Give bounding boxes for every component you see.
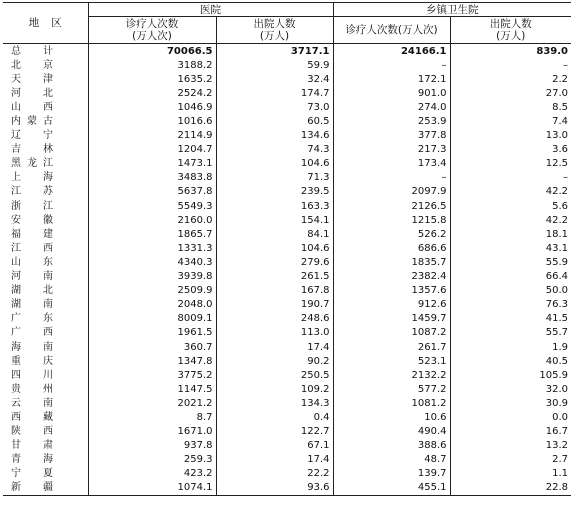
region-name-cell bbox=[3, 382, 88, 396]
township-discharge-cell: 18.1 bbox=[545, 228, 568, 240]
hospital-discharge-cell: 250.5 bbox=[216, 368, 333, 382]
region-name: 辽宁 bbox=[11, 130, 53, 142]
township-visits-cell: 1835.7 bbox=[333, 255, 450, 269]
township-visits-cell: 490.4 bbox=[333, 425, 450, 439]
region-name: 西藏 bbox=[11, 411, 53, 423]
township-discharge-cell: 27.0 bbox=[545, 87, 568, 99]
region-name-cell bbox=[3, 114, 88, 128]
hospital-discharge-cell: 261.5 bbox=[216, 270, 333, 284]
region-column-header: 地区 bbox=[3, 3, 88, 44]
table-row bbox=[3, 143, 571, 157]
region-name-cell bbox=[3, 227, 88, 241]
region-name: 新疆 bbox=[11, 482, 53, 494]
hospital-discharge-cell: 167.8 bbox=[216, 284, 333, 298]
region-name-cell bbox=[3, 213, 88, 227]
township-discharge-header-line2: (万人) bbox=[496, 30, 526, 42]
table-row bbox=[3, 86, 571, 100]
region-name-cell bbox=[3, 255, 88, 269]
hospital-discharge-cell: 104.6 bbox=[216, 157, 333, 171]
hospital-visits-cell: 360.7 bbox=[88, 340, 216, 354]
table-row bbox=[3, 340, 571, 354]
region-name: 山西 bbox=[11, 101, 53, 113]
hospital-discharge-cell: 134.6 bbox=[216, 129, 333, 143]
region-name-cell bbox=[3, 425, 88, 439]
township-visits-cell: 10.6 bbox=[333, 410, 450, 424]
table-row bbox=[3, 213, 571, 227]
region-name-cell bbox=[3, 340, 88, 354]
region-name-cell bbox=[3, 284, 88, 298]
township-visits-cell: 173.4 bbox=[333, 157, 450, 171]
hospital-discharge-cell: 71.3 bbox=[216, 171, 333, 185]
region-name: 北京 bbox=[11, 59, 53, 71]
region-name-cell bbox=[3, 453, 88, 467]
hospital-visits-cell: 259.3 bbox=[88, 453, 216, 467]
township-visits-cell: 2382.4 bbox=[333, 270, 450, 284]
region-name-cell bbox=[3, 44, 88, 59]
table-row bbox=[3, 425, 571, 439]
table-row bbox=[3, 368, 571, 382]
region-name-cell bbox=[3, 368, 88, 382]
hospital-visits-cell: 70066.5 bbox=[88, 44, 216, 59]
township-visits-cell: 261.7 bbox=[333, 340, 450, 354]
township-discharge-cell: 7.4 bbox=[552, 116, 568, 128]
region-name: 四川 bbox=[11, 369, 53, 381]
township-visits-cell: 48.7 bbox=[333, 453, 450, 467]
township-visits-cell: 1459.7 bbox=[333, 312, 450, 326]
table-row bbox=[3, 439, 571, 453]
township-clinic-group-header: 乡镇卫生院 bbox=[333, 3, 571, 17]
region-name: 吉林 bbox=[11, 144, 53, 156]
region-name-cell bbox=[3, 241, 88, 255]
hospital-visits-header-line1: 诊疗人次数 bbox=[125, 18, 179, 30]
hospital-discharge-cell: 84.1 bbox=[216, 227, 333, 241]
hospital-discharge-cell: 0.4 bbox=[216, 410, 333, 424]
region-name: 江苏 bbox=[11, 186, 53, 198]
township-discharge-cell: 8.5 bbox=[552, 101, 568, 113]
region-name: 广西 bbox=[11, 327, 53, 339]
hospital-discharge-cell: 67.1 bbox=[216, 439, 333, 453]
hospital-discharge-cell: 113.0 bbox=[216, 326, 333, 340]
hospital-visits-cell: 1347.8 bbox=[88, 354, 216, 368]
table-row bbox=[3, 312, 571, 326]
hospital-visits-cell: 3188.2 bbox=[88, 58, 216, 72]
township-discharge-cell: 105.9 bbox=[539, 369, 568, 381]
hospital-visits-cell: 3775.2 bbox=[88, 368, 216, 382]
region-name-cell bbox=[3, 72, 88, 86]
township-visits-cell: 577.2 bbox=[333, 382, 450, 396]
region-name-cell bbox=[3, 410, 88, 424]
hospital-discharge-cell: 239.5 bbox=[216, 185, 333, 199]
hospital-discharge-cell: 279.6 bbox=[216, 255, 333, 269]
hospital-visits-cell: 8009.1 bbox=[88, 312, 216, 326]
table-row bbox=[3, 227, 571, 241]
hospital-discharge-cell: 174.7 bbox=[216, 86, 333, 100]
township-discharge-cell: 66.4 bbox=[545, 271, 568, 283]
township-discharge-cell: 42.2 bbox=[545, 214, 568, 226]
statistics-document bbox=[3, 2, 571, 496]
township-visits-cell: 2132.2 bbox=[333, 368, 450, 382]
township-visits-cell: – bbox=[333, 171, 450, 185]
hospital-visits-cell: 2524.2 bbox=[88, 86, 216, 100]
township-visits-cell: 1357.6 bbox=[333, 284, 450, 298]
hospital-visits-cell: 1147.5 bbox=[88, 382, 216, 396]
township-visits-cell: 172.1 bbox=[333, 72, 450, 86]
hospital-visits-cell: 2114.9 bbox=[88, 129, 216, 143]
region-name: 广东 bbox=[11, 313, 53, 325]
region-name-cell bbox=[3, 100, 88, 114]
region-name: 湖北 bbox=[11, 285, 53, 297]
region-name: 浙江 bbox=[11, 200, 53, 212]
township-visits-cell: 274.0 bbox=[333, 100, 450, 114]
hospital-discharge-cell: 59.9 bbox=[216, 58, 333, 72]
hospital-discharge-header-line2: (万人) bbox=[259, 30, 290, 42]
township-visits-cell: 253.9 bbox=[333, 114, 450, 128]
hospital-visits-header-line2: (万人次) bbox=[132, 30, 172, 42]
region-name: 重庆 bbox=[11, 355, 53, 367]
region-name: 安徽 bbox=[11, 214, 53, 226]
table-body bbox=[3, 44, 571, 496]
hospital-visits-cell: 1046.9 bbox=[88, 100, 216, 114]
township-discharge-cell: 55.7 bbox=[545, 327, 568, 339]
table-row bbox=[3, 453, 571, 467]
table-row bbox=[3, 72, 571, 86]
township-discharge-cell: 16.7 bbox=[545, 426, 568, 438]
region-name-cell bbox=[3, 467, 88, 481]
region-name: 海南 bbox=[11, 341, 53, 353]
region-name: 河南 bbox=[11, 271, 53, 283]
township-visits-cell: 2097.9 bbox=[333, 185, 450, 199]
township-visits-cell: 686.6 bbox=[333, 241, 450, 255]
township-discharge-cell: 42.2 bbox=[545, 186, 568, 198]
township-visits-cell: 377.8 bbox=[333, 129, 450, 143]
hospital-discharge-cell: 154.1 bbox=[216, 213, 333, 227]
hospital-discharge-cell: 134.3 bbox=[216, 396, 333, 410]
region-name-cell bbox=[3, 129, 88, 143]
township-discharge-cell: 13.0 bbox=[545, 130, 568, 142]
table-row bbox=[3, 382, 571, 396]
region-name-cell bbox=[3, 143, 88, 157]
region-name-cell bbox=[3, 58, 88, 72]
region-name-cell bbox=[3, 326, 88, 340]
township-discharge-cell: – bbox=[563, 59, 568, 71]
hospital-visits-cell: 3939.8 bbox=[88, 270, 216, 284]
region-name: 黑龙江 bbox=[11, 158, 53, 170]
township-visits-cell: 217.3 bbox=[333, 143, 450, 157]
township-discharge-header bbox=[450, 17, 571, 44]
table-row bbox=[3, 298, 571, 312]
hospital-discharge-cell: 104.6 bbox=[216, 241, 333, 255]
township-visits-cell: 1081.2 bbox=[333, 396, 450, 410]
region-name: 山东 bbox=[11, 256, 53, 268]
township-discharge-cell: 22.8 bbox=[450, 481, 571, 496]
region-name-cell bbox=[3, 439, 88, 453]
region-name-cell bbox=[3, 481, 88, 496]
hospital-discharge-header-line1: 出院人数 bbox=[253, 18, 296, 30]
township-discharge-cell: 43.1 bbox=[545, 242, 568, 254]
hospital-statistics-table bbox=[3, 2, 571, 496]
table-row bbox=[3, 284, 571, 298]
hospital-visits-cell: 1331.3 bbox=[88, 241, 216, 255]
hospital-discharge-cell: 190.7 bbox=[216, 298, 333, 312]
hospital-visits-cell: 3483.8 bbox=[88, 171, 216, 185]
region-name: 上海 bbox=[11, 172, 53, 184]
region-name-cell bbox=[3, 199, 88, 213]
township-discharge-cell: 41.5 bbox=[545, 313, 568, 325]
hospital-visits-cell: 2048.0 bbox=[88, 298, 216, 312]
township-visits-cell: 455.1 bbox=[333, 481, 450, 496]
region-name-cell bbox=[3, 171, 88, 185]
hospital-visits-cell: 1671.0 bbox=[88, 425, 216, 439]
hospital-group-header: 医院 bbox=[88, 3, 333, 17]
township-discharge-cell: – bbox=[563, 172, 568, 184]
hospital-discharge-cell: 163.3 bbox=[216, 199, 333, 213]
table-row bbox=[3, 467, 571, 481]
region-name: 江西 bbox=[11, 242, 53, 254]
hospital-visits-header bbox=[88, 17, 216, 44]
region-name: 云南 bbox=[11, 397, 53, 409]
table-row bbox=[3, 326, 571, 340]
township-visits-cell: 1215.8 bbox=[333, 213, 450, 227]
table-row bbox=[3, 129, 571, 143]
region-name: 陕西 bbox=[11, 426, 53, 438]
hospital-discharge-cell: 17.4 bbox=[216, 340, 333, 354]
region-name-cell bbox=[3, 396, 88, 410]
hospital-visits-cell: 1961.5 bbox=[88, 326, 216, 340]
township-visits-cell: 139.7 bbox=[333, 467, 450, 481]
region-name: 青海 bbox=[11, 454, 53, 466]
township-discharge-cell: 839.0 bbox=[536, 45, 568, 57]
table-row bbox=[3, 481, 571, 496]
table-row bbox=[3, 157, 571, 171]
township-discharge-cell: 40.5 bbox=[545, 355, 568, 367]
hospital-discharge-cell: 90.2 bbox=[216, 354, 333, 368]
township-discharge-cell: 50.0 bbox=[545, 285, 568, 297]
region-name: 福建 bbox=[11, 228, 53, 240]
table-header bbox=[3, 3, 571, 44]
table-row bbox=[3, 114, 571, 128]
table-row bbox=[3, 171, 571, 185]
table-row bbox=[3, 58, 571, 72]
township-visits-cell: 901.0 bbox=[333, 86, 450, 100]
township-discharge-cell: 76.3 bbox=[545, 299, 568, 311]
region-name: 河北 bbox=[11, 87, 53, 99]
township-discharge-cell: 2.7 bbox=[552, 454, 568, 466]
hospital-visits-cell: 1204.7 bbox=[88, 143, 216, 157]
hospital-discharge-cell: 17.4 bbox=[216, 453, 333, 467]
region-name-cell bbox=[3, 298, 88, 312]
region-name-cell bbox=[3, 312, 88, 326]
township-discharge-cell: 13.2 bbox=[545, 440, 568, 452]
hospital-discharge-cell: 74.3 bbox=[216, 143, 333, 157]
region-name-cell bbox=[3, 354, 88, 368]
hospital-visits-cell: 2509.9 bbox=[88, 284, 216, 298]
township-discharge-cell: 30.9 bbox=[545, 397, 568, 409]
township-visits-cell: 1087.2 bbox=[333, 326, 450, 340]
table-row bbox=[3, 100, 571, 114]
hospital-visits-cell: 2160.0 bbox=[88, 213, 216, 227]
hospital-discharge-cell: 73.0 bbox=[216, 100, 333, 114]
region-name: 宁夏 bbox=[11, 468, 53, 480]
table-row bbox=[3, 44, 571, 59]
township-discharge-cell: 5.6 bbox=[552, 200, 568, 212]
township-discharge-cell: 12.5 bbox=[545, 158, 568, 170]
hospital-visits-cell: 1074.1 bbox=[88, 481, 216, 496]
hospital-visits-cell: 1473.1 bbox=[88, 157, 216, 171]
hospital-discharge-cell: 3717.1 bbox=[216, 44, 333, 59]
table-row bbox=[3, 241, 571, 255]
hospital-discharge-cell: 122.7 bbox=[216, 425, 333, 439]
table-row bbox=[3, 410, 571, 424]
hospital-discharge-cell: 109.2 bbox=[216, 382, 333, 396]
region-name-cell bbox=[3, 185, 88, 199]
township-visits-header: 诊疗人次数(万人次) bbox=[333, 17, 450, 44]
hospital-discharge-cell: 248.6 bbox=[216, 312, 333, 326]
hospital-visits-cell: 1635.2 bbox=[88, 72, 216, 86]
township-visits-cell: 523.1 bbox=[333, 354, 450, 368]
township-visits-cell: 526.2 bbox=[333, 227, 450, 241]
table-row bbox=[3, 255, 571, 269]
hospital-visits-cell: 1016.6 bbox=[88, 114, 216, 128]
township-visits-cell: 388.6 bbox=[333, 439, 450, 453]
hospital-visits-cell: 5549.3 bbox=[88, 199, 216, 213]
table-row bbox=[3, 270, 571, 284]
region-name: 湖南 bbox=[11, 299, 53, 311]
table-row bbox=[3, 199, 571, 213]
region-name: 天津 bbox=[11, 73, 53, 85]
hospital-discharge-cell: 93.6 bbox=[216, 481, 333, 496]
township-discharge-cell: 2.2 bbox=[552, 73, 568, 85]
township-discharge-cell: 32.0 bbox=[545, 383, 568, 395]
hospital-discharge-cell: 60.5 bbox=[216, 114, 333, 128]
hospital-visits-cell: 5637.8 bbox=[88, 185, 216, 199]
township-visits-cell: 2126.5 bbox=[333, 199, 450, 213]
table-row bbox=[3, 396, 571, 410]
township-discharge-cell: 1.9 bbox=[552, 341, 568, 353]
township-discharge-cell: 55.9 bbox=[545, 256, 568, 268]
region-name-cell bbox=[3, 157, 88, 171]
township-discharge-cell: 0.0 bbox=[552, 411, 568, 423]
hospital-visits-cell: 1865.7 bbox=[88, 227, 216, 241]
township-discharge-cell: 3.6 bbox=[552, 144, 568, 156]
table-row bbox=[3, 185, 571, 199]
hospital-visits-cell: 4340.3 bbox=[88, 255, 216, 269]
region-name: 内蒙古 bbox=[11, 116, 53, 128]
township-discharge-cell: 1.1 bbox=[552, 468, 568, 480]
table-row bbox=[3, 354, 571, 368]
region-name-cell bbox=[3, 86, 88, 100]
hospital-discharge-cell: 32.4 bbox=[216, 72, 333, 86]
township-visits-cell: 912.6 bbox=[333, 298, 450, 312]
region-name: 甘肃 bbox=[11, 440, 53, 452]
region-name: 总计 bbox=[11, 45, 53, 57]
hospital-visits-cell: 8.7 bbox=[88, 410, 216, 424]
hospital-discharge-cell: 22.2 bbox=[216, 467, 333, 481]
township-discharge-header-line1: 出院人数 bbox=[489, 18, 532, 30]
region-name: 贵州 bbox=[11, 383, 53, 395]
hospital-discharge-header bbox=[216, 17, 333, 44]
region-name-cell bbox=[3, 270, 88, 284]
hospital-visits-cell: 423.2 bbox=[88, 467, 216, 481]
hospital-visits-cell: 2021.2 bbox=[88, 396, 216, 410]
township-visits-cell: 24166.1 bbox=[333, 44, 450, 59]
township-visits-cell: – bbox=[333, 58, 450, 72]
hospital-visits-cell: 937.8 bbox=[88, 439, 216, 453]
